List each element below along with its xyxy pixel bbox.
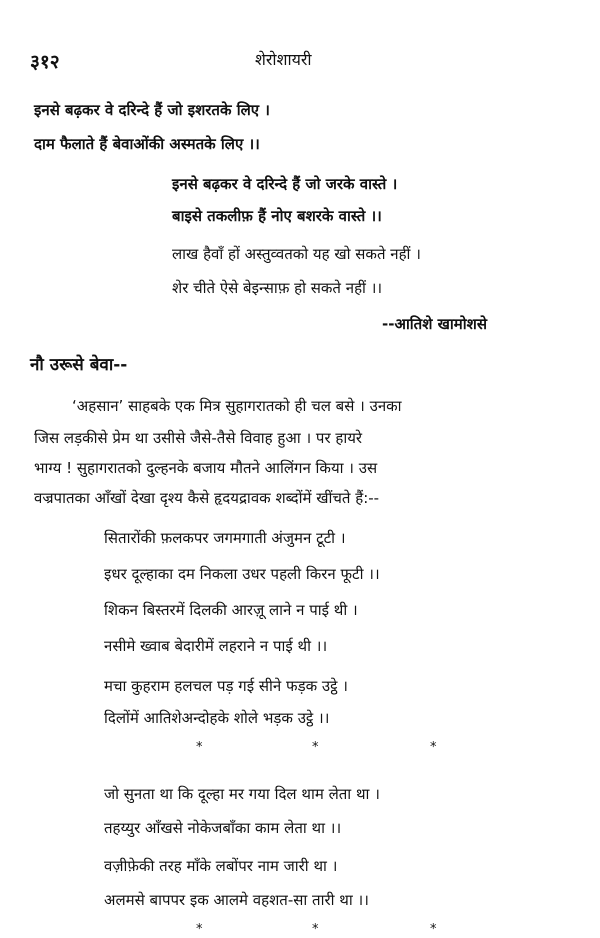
verse-line: दिलोंमें आतिशेअन्दोहके शोले भड़क उट्ठे ।।: [104, 709, 330, 727]
verse-line: शेर चीते ऐसे बेइन्साफ़ हो सकते नहीं ।।: [172, 279, 383, 297]
verse-line: वज़ीफ़ेकी तरह माँके लबोंपर नाम जारी था ।: [104, 857, 338, 875]
page-number: ३१२: [30, 51, 60, 73]
verse-line: दाम फैलाते हैं बेवाओंकी अस्मतके लिए ।।: [34, 135, 260, 153]
separator-star: *: [196, 740, 203, 755]
separator-star: *: [312, 740, 319, 755]
separator-star: *: [312, 922, 319, 937]
verse-line: नसीमे ख्वाब बेदारीमें लहराने न पाई थी ।।: [104, 637, 328, 655]
separator-star: *: [196, 922, 203, 937]
running-title: शेरोशायरी: [255, 50, 312, 69]
verse-line: तहय्युर आँखसे नोकेजबाँका काम लेता था ।।: [104, 819, 342, 837]
verse-line: इनसे बढ़कर वे दरिन्दे हैं जो जरके वास्ते ।: [172, 175, 398, 193]
verse-line: मचा कुहराम हलचल पड़ गई सीने फड़क उट्ठे ।: [104, 677, 348, 695]
verse-line: इनसे बढ़कर वे दरिन्दे हैं जो इशरतके लिए ।: [34, 101, 270, 119]
verse-line: शिकन बिस्तरमें दिलकी आरज़ू लाने न पाई थी ।: [104, 601, 358, 619]
verse-line: बाइसे तकलीफ़ हैं नोए बशरके वास्ते ।।: [172, 207, 382, 225]
paragraph-line: भाग्य ! सुहागरातको दुल्हनके बजाय मौतने आलिंगन किया । उस: [34, 459, 378, 477]
verse-line: लाख हैवाँ हों अस्तुव्वतको यह खो सकते नहीं ।: [172, 245, 421, 263]
separator-star: *: [430, 740, 437, 755]
verse-line: सितारोंकी फ़लकपर जगमगाती अंजुमन टूटी ।: [104, 529, 346, 547]
verse-line: अलमसे बापपर इक आलमे वहशत-सा तारी था ।।: [104, 891, 369, 909]
verse-line: इधर दूल्हाका दम निकला उधर पहली किरन फूटी ।।: [104, 565, 380, 583]
section-heading: नौ उरूसे बेवा--: [30, 355, 128, 375]
attribution: --आतिशे खामोशसे: [382, 315, 487, 333]
paragraph-line: ‘अहसान’ साहबके एक मित्र सुहागरातको ही चल बसे । उनका: [72, 397, 402, 415]
verse-line: जो सुनता था कि दूल्हा मर गया दिल थाम लेता था ।: [104, 785, 380, 803]
paragraph-line: जिस लड़कीसे प्रेम था उसीसे जैसे-तैसे विवाह हुआ । पर हायरे: [34, 429, 363, 447]
paragraph-line: वज्रपातका आँखों देखा दृश्य कैसे हृदयद्रावक शब्दोंमें खींचते हैं:--: [34, 489, 380, 507]
separator-star: *: [430, 922, 437, 937]
